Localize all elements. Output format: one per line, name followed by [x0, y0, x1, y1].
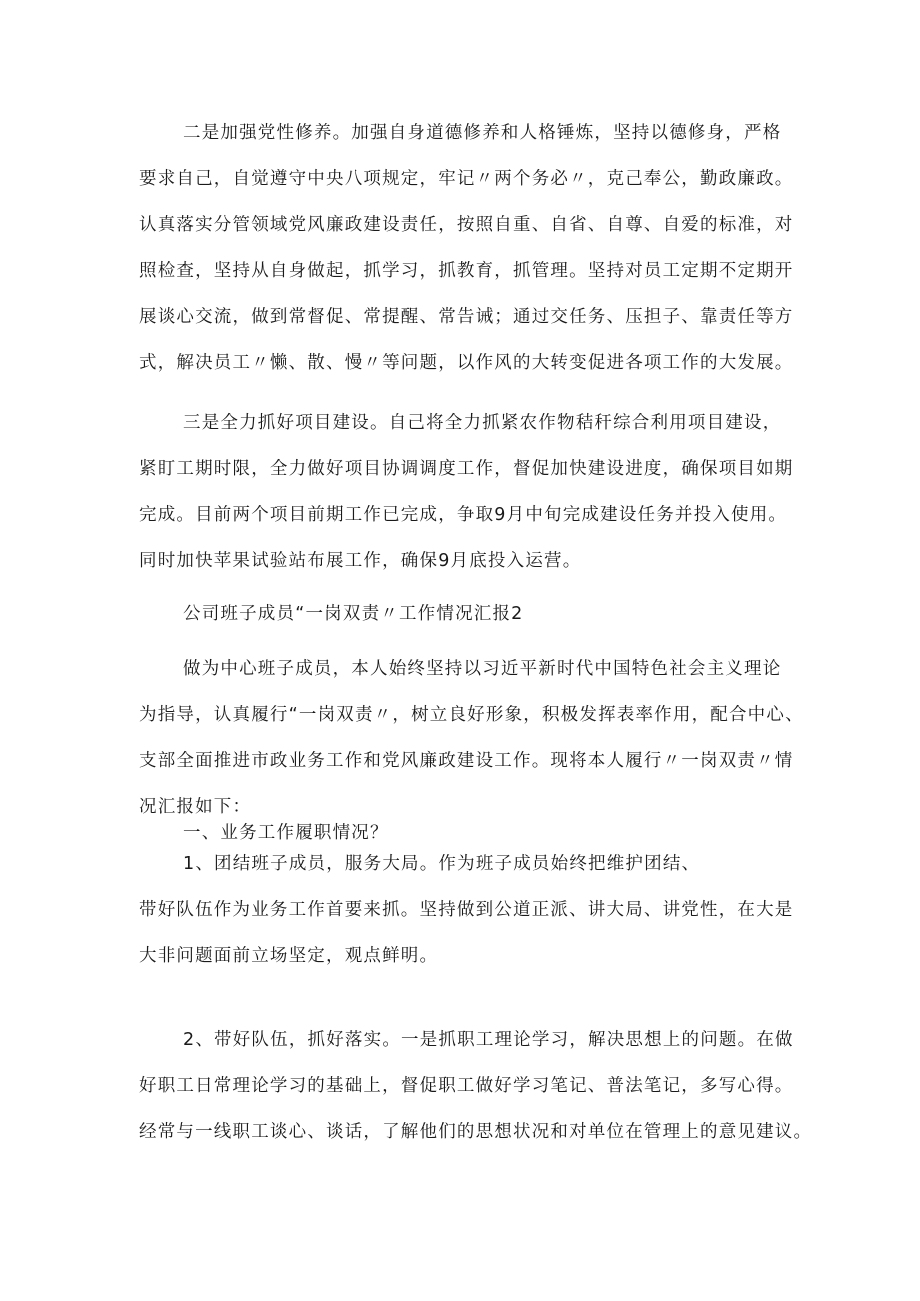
text-line: 二是加强党性修养。加强自身道德修养和人格锤炼，坚持以德修身，严格	[183, 123, 782, 143]
text-line: 同时加快苹果试验站布展工作，确保9月底投入运营。	[139, 551, 582, 571]
paragraph-party-cultivation	[139, 110, 799, 386]
text-line: 展谈心交流，做到常督促、常提醒、常告诫；通过交任务、压担子、靠责任等方	[139, 307, 794, 327]
text-line: 做为中心班子成员，本人始终坚持以习近平新时代中国特色社会主义理论	[183, 659, 782, 679]
text-line: 1、团结班子成员，服务大局。作为班子成员始终把维护团结、	[183, 854, 701, 874]
paragraph-intro	[139, 646, 804, 830]
text-line: 式，解决员工〃懒、散、慢〃等问题，以作风的大转变促进各项工作的大发展。	[139, 353, 794, 373]
text-line: 2、带好队伍，抓好落实。一是抓职工理论学习，解决思想上的问题。在做	[183, 1030, 794, 1050]
text-line: 认真落实分管领域党风廉政建设责任，按照自重、自省、自尊、自爱的标准，对	[139, 215, 794, 235]
text-line: 三是全力抓好项目建设。自己将全力抓紧农作物秸秆综合利用项目建设，	[183, 413, 782, 433]
text-line: 照检查，坚持从自身做起，抓学习，抓教育，抓管理。坚持对员工定期不定期开	[139, 261, 794, 281]
report-heading: 公司班子成员“一岗双责〃工作情况汇报2	[183, 604, 524, 624]
text-line: 带好队伍作为业务工作首要来抓。坚持做到公道正派、讲大局、讲党性，在大是	[139, 900, 794, 920]
text-line: 大非问题面前立场坚定，观点鲜明。	[139, 946, 439, 966]
text-line: 为指导，认真履行“一岗双责〃，树立良好形象，积极发挥表率作用，配合中心、	[139, 705, 804, 725]
text-line: 要求自己，自觉遵守中央八项规定，牢记〃两个务必〃，克己奉公，勤政廉政。	[139, 169, 794, 189]
section-heading-business: 一、业务工作履职情况？	[183, 823, 389, 843]
text-line: 支部全面推进市政业务工作和党风廉政建设工作。现将本人履行〃一岗双责〃情	[139, 751, 794, 771]
text-line: 好职工日常理论学习的基础上，督促职工做好学习笔记、普法笔记，多写心得。	[139, 1076, 794, 1096]
text-line: 况汇报如下：	[139, 797, 252, 817]
paragraph-unity	[139, 841, 799, 979]
paragraph-team-leadership	[139, 1017, 813, 1155]
paragraph-project-construction	[139, 400, 799, 584]
text-line: 完成。目前两个项目前期工作已完成，争取9月中旬完成建设任务并投入使用。	[139, 505, 788, 525]
text-line: 经常与一线职工谈心、谈话，了解他们的思想状况和对单位在管理上的意见建议。	[139, 1122, 813, 1142]
text-line: 紧盯工期时限，全力做好项目协调调度工作，督促加快建设进度，确保项目如期	[139, 459, 794, 479]
